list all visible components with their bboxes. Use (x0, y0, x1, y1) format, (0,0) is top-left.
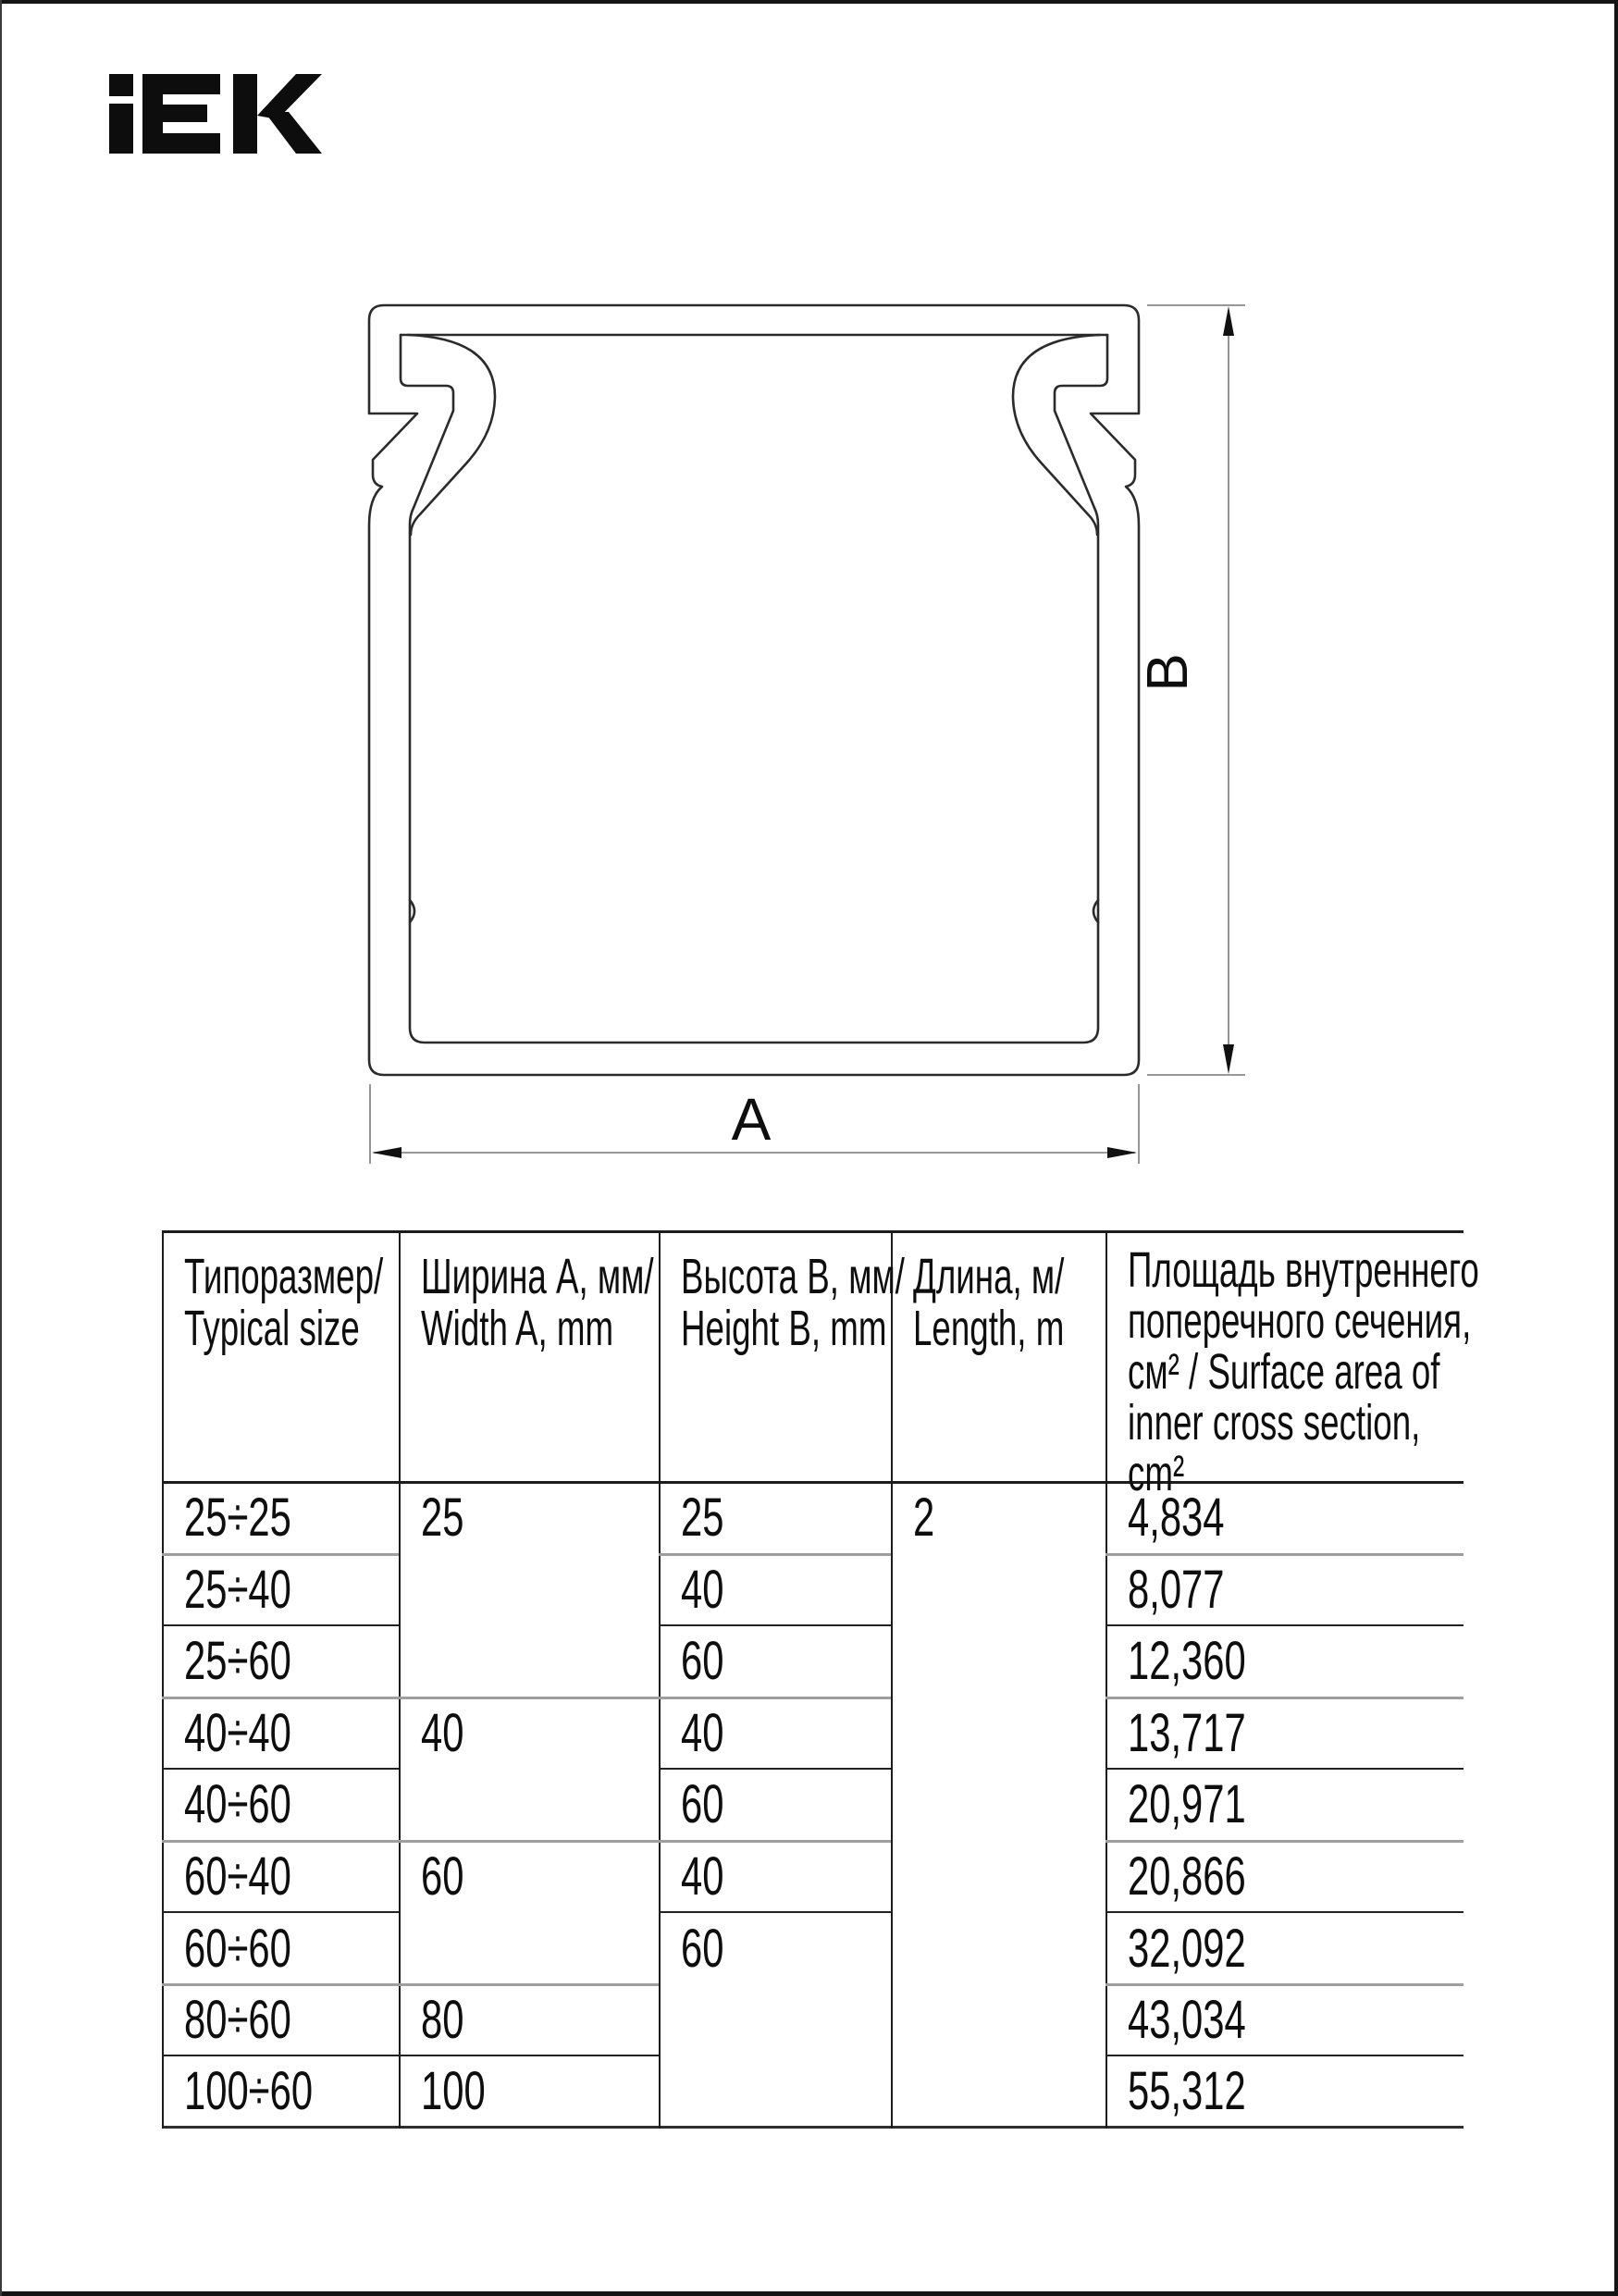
col-divider-1 (399, 1230, 401, 2129)
row-sep (162, 1983, 659, 1986)
row-sep (659, 1624, 891, 1626)
cell-area: 13,717 (1128, 1703, 1246, 1763)
cell-width: 40 (421, 1703, 464, 1763)
row-sep (1105, 1624, 1464, 1626)
cell-height: 60 (681, 1631, 724, 1691)
cell-height: 60 (681, 1774, 724, 1834)
cell-area: 12,360 (1128, 1631, 1246, 1691)
dim-label-a: A (731, 1086, 772, 1153)
dim-label-b: B (1136, 653, 1200, 692)
row-sep (162, 1553, 399, 1556)
row-sep (162, 1840, 891, 1843)
iek-logo (109, 74, 322, 154)
cell-area: 8,077 (1128, 1560, 1225, 1620)
cell-width: 25 (421, 1487, 464, 1548)
cell-size: 60÷40 (184, 1846, 291, 1907)
header-height: Высота В, мм/ Height B, mm (681, 1249, 905, 1356)
col-divider-2 (659, 1230, 661, 2129)
header-typical-size: Типоразмер/ Typical size (184, 1249, 384, 1356)
row-sep (162, 1624, 399, 1626)
cell-area: 32,092 (1128, 1919, 1246, 1979)
cell-length: 2 (913, 1487, 935, 1548)
table-border-left (162, 1230, 164, 2129)
cell-size: 25÷40 (184, 1560, 291, 1620)
row-sep (1105, 1697, 1464, 1699)
cell-size: 40÷60 (184, 1774, 291, 1834)
row-sep (162, 1911, 399, 1913)
cell-size: 25÷60 (184, 1631, 291, 1691)
table-bottom-border (162, 2126, 1464, 2129)
cell-area: 43,034 (1128, 1990, 1246, 2050)
cell-width: 80 (421, 1990, 464, 2050)
row-sep (659, 1768, 891, 1770)
row-sep (659, 1553, 891, 1556)
cell-width: 100 (421, 2061, 486, 2121)
row-sep (1105, 1983, 1464, 1986)
row-sep (1105, 1911, 1464, 1913)
cell-area: 20,866 (1128, 1846, 1246, 1907)
scan-edge-bottom (0, 2291, 1618, 2296)
cell-height: 25 (681, 1487, 724, 1548)
row-sep (162, 1697, 891, 1699)
cell-height: 60 (681, 1919, 724, 1979)
cell-size: 80÷60 (184, 1990, 291, 2050)
cell-height: 40 (681, 1703, 724, 1763)
header-length: Длина, м/ Length, m (913, 1249, 1065, 1356)
dimension-arrows (372, 306, 1234, 1158)
cell-area: 4,834 (1128, 1487, 1225, 1548)
cell-size: 25÷25 (184, 1487, 291, 1548)
col-divider-4 (1105, 1230, 1107, 2129)
row-sep (162, 2055, 659, 2056)
dimension-lines (370, 305, 1245, 1164)
col-divider-3 (891, 1230, 893, 2129)
header-area: Площадь внутреннего поперечного сечения, см² / Surface area of inner cross section, cm² (1128, 1242, 1479, 1501)
row-sep (1105, 1768, 1464, 1770)
header-width: Ширина А, мм/ Width A, mm (421, 1249, 654, 1356)
cell-height: 40 (681, 1846, 724, 1907)
row-sep (1105, 1553, 1464, 1556)
cell-area: 55,312 (1128, 2061, 1246, 2121)
cell-size: 100÷60 (184, 2061, 314, 2121)
row-sep (659, 1911, 891, 1913)
cell-height: 40 (681, 1560, 724, 1620)
cell-area: 20,971 (1128, 1774, 1246, 1834)
row-sep (162, 1768, 399, 1770)
duct-profile-outline (369, 305, 1139, 1075)
cell-width: 60 (421, 1846, 464, 1907)
cell-size: 40÷40 (184, 1703, 291, 1763)
table-top-border (162, 1230, 1464, 1233)
cell-size: 60÷60 (184, 1919, 291, 1979)
row-sep (1105, 2055, 1464, 2056)
row-sep (1105, 1840, 1464, 1843)
